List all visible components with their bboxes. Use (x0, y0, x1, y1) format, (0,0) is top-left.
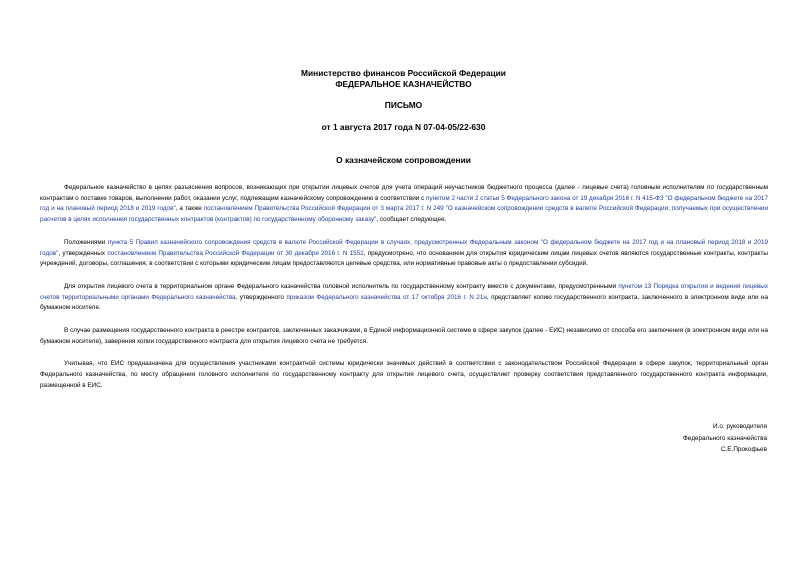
paragraph-text: Федеральное казначейство в целях разъяснения вопросов, возникающих при открытии лицевых счетов для учета операций неучастников бюджетного процесса (далее - лицевые счета) головным исполнителям по государственным контрактам о поставке товаров, выполнении работ, оказании услуг, подлежащим казначейскому сопровождению в соответствии с (40, 184, 768, 202)
law-reference-link[interactable]: пунктом 2 части 2 статьи 5 Федерального закона от 19 декабря 2016 г. N 415-ФЗ "О федеральном бюджете на 2017 год и на плановый период 2018 и 2019 годов" (40, 194, 768, 213)
document-header (0, 68, 807, 166)
paragraph-3 (40, 282, 768, 314)
procedure-reference-link[interactable]: пунктом 13 Порядка открытия и ведения лицевых счетов территориальными органами Федерального казначейства (40, 282, 768, 301)
signatory-organization: Федерального казначейства (682, 434, 767, 442)
paragraph-text: Для открытия лицевого счета в территориальном органе Федерального казначейства головной исполнитель по государственному контракту вместе с документами, предусмотренными (64, 282, 619, 290)
paragraph-text: , а также (175, 205, 204, 213)
paragraph-2 (40, 238, 768, 270)
paragraph-text: Учитывая, что ЕИС предназначена для осуществления участниками контрактной системы юридически значимых действий в соответствии с законодательством Российской Федерации в сфере закупок, территориальный орган Федерального казначейства, по месту обращения головного исполнителя по государственному контракту для открытия лицевого счета, осуществляет проверку соответствия представленного государственного контракта информации, размещенной в ЕИС. (40, 360, 768, 389)
document-date-number: от 1 августа 2017 года N 07-04-05/22-630 (321, 121, 486, 132)
document-body (40, 183, 768, 404)
paragraph-text: , сообщает следующее. (376, 216, 447, 224)
paragraph-1 (40, 183, 768, 226)
document-subject: О казначейском сопровождении (336, 155, 471, 166)
signatory-position: И.о. руководителя (713, 423, 767, 430)
paragraph-text: В случае размещения государственного контракта в реестре контрактов, заключенных заказчиками, в Единой информационной системе в сфере закупок (далее - ЕИС) независимо от способа его заключения (в электронном виде или на бумажном носителе), заверения копии государственного контракта для открытия лицевого счета не требуется. (40, 327, 768, 345)
order-reference-link[interactable]: приказом Федерального казначейства от 17 октября 2016 г. N 21н (286, 293, 487, 301)
document-type: ПИСЬМО (384, 100, 423, 111)
signatory-name: С.Е.Прокофьев (720, 446, 767, 454)
paragraph-text: , представляет копию государственного контракта, заключенного в электронном виде или на бумажном носителе. (40, 293, 768, 312)
rules-reference-link[interactable]: пункта 5 Правил казначейского сопровождения средств в валюте Российской Федерации в случаях, предусмотренных Федеральным законом "О федеральном бюджете на 2017 год и на плановый период 2018 и 2019 годов" (40, 238, 768, 257)
paragraph-text: , предусмотрено, что основанием для открытия юридическим лицам лицевых счетов являются государственные контракты, контракты учреждений, договоры, соглашения, в соответствии с которыми юридическим лицам предоставляются целевые средства, или нормативные правовые акты о предоставлении субсидий. (40, 249, 768, 268)
agency-name: ФЕДЕРАЛЬНОЕ КАЗНАЧЕЙСТВО (335, 78, 472, 89)
paragraph-5 (40, 359, 768, 391)
paragraph-4 (40, 326, 768, 347)
signature-block (683, 421, 767, 456)
decree-reference-link[interactable]: постановлением Правительства Российской Федерации от 3 марта 2017 г. N 249 "О казначейском сопровождении средств в валюте Российской Федерации, получаемых при осуществлении расчетов в целях исполнения государственных контрактов (контрактов) по государственному оборонному заказу" (40, 205, 768, 224)
decree-reference-link[interactable]: постановлением Правительства Российской Федерации от 30 декабря 2016 г. N 1552 (107, 249, 364, 257)
paragraph-text: Положениями (64, 238, 108, 246)
paragraph-text: , утвержденных (58, 249, 108, 257)
paragraph-text: , утвержденного (235, 293, 287, 301)
ministry-name: Министерство финансов Российской Федерации (301, 68, 506, 78)
